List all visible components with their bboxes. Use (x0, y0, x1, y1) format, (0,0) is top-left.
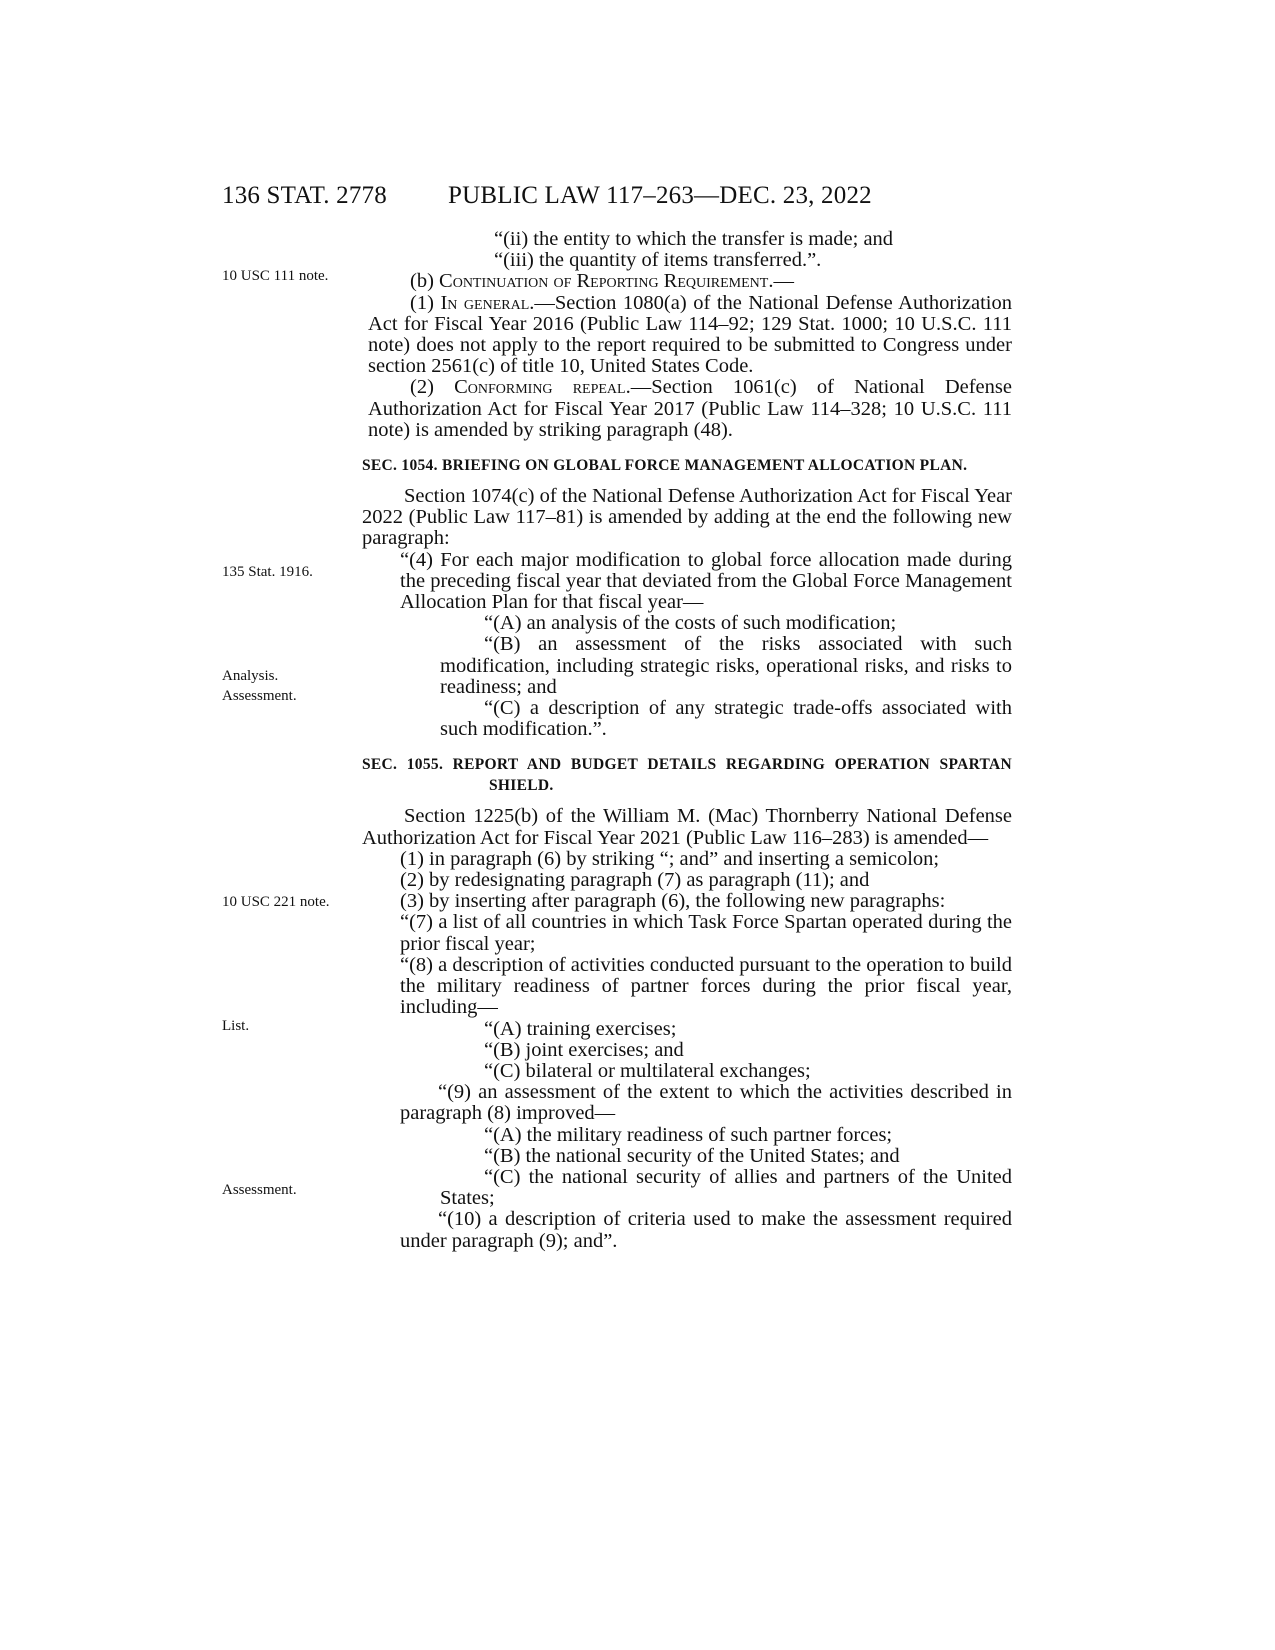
margin-note-assessment-2: Assessment. (222, 1182, 297, 1198)
section-1055-item-3: (3) by inserting after paragraph (6), the following new paragraphs: (400, 890, 946, 913)
clause-ii: “(ii) the entity to which the transfer is made; and (494, 228, 894, 250)
stat-page-number: 136 STAT. 2778 (222, 182, 387, 209)
paragraph-1: (1) In general.—Section 1080(a) of the National Defense Authorization Act for Fiscal Year 2016 (Public Law 114–92; 129 Stat. 1000; 10 U.S.C. 111 note) does not apply to the report required to be submitted to Congress under section 2561(c) of title 10, United States Code. (368, 291, 1012, 378)
margin-note-list: List. (222, 1018, 250, 1034)
quoted-para-9-B: “(B) the national security of the United States; and (484, 1144, 900, 1167)
section-1054-heading: SEC. 1054. BRIEFING ON GLOBAL FORCE MANAGEMENT ALLOCATION PLAN. (362, 457, 968, 475)
running-header-title: PUBLIC LAW 117–263—DEC. 23, 2022 (448, 182, 872, 209)
quoted-para-9: “(9) an assessment of the extent to which the activities described in paragraph (8) improved— (400, 1081, 1012, 1125)
section-1055-intro: Section 1225(b) of the William M. (Mac) Thornberry National Defense Authorization Act for Fiscal Year 2021 (Public Law 116–283) is amended— (362, 805, 1012, 849)
quoted-para-7: “(7) a list of all countries in which Task Force Spartan operated during the prior fiscal year; (400, 911, 1012, 955)
quoted-para-9-C: “(C) the national security of allies and partners of the United States; (440, 1165, 1012, 1210)
subsection-b-heading: (b) Continuation of Reporting Requirement.— (410, 270, 794, 293)
section-1055-heading: SEC. 1055. REPORT AND BUDGET DETAILS REGARDING OPERATION SPARTAN SHIELD. (362, 756, 1012, 795)
margin-note-usc-221: 10 USC 221 note. (222, 894, 330, 910)
section-1054-para-A: “(A) an analysis of the costs of such modification; (484, 612, 897, 635)
section-1054-para-B: “(B) an assessment of the risks associated with such modification, including strategic risks, operational risks, and risks to readiness; and (440, 633, 1012, 698)
section-1054-intro: Section 1074(c) of the National Defense Authorization Act for Fiscal Year 2022 (Public Law 117–81) is amended by adding at the end the following new paragraph: (362, 485, 1012, 550)
quoted-para-8-C: “(C) bilateral or multilateral exchanges; (484, 1059, 811, 1082)
quoted-para-10: “(10) a description of criteria used to make the assessment required under paragraph (9); and”. (400, 1208, 1012, 1252)
section-1054-para-C: “(C) a description of any strategic trade-offs associated with such modification.”. (440, 697, 1012, 741)
quoted-para-8: “(8) a description of activities conducted pursuant to the operation to build the military readiness of partner forces during the prior fiscal year, including— (400, 953, 1012, 1019)
margin-note-assessment-1: Assessment. (222, 688, 297, 704)
section-1055-item-2: (2) by redesignating paragraph (7) as paragraph (11); and (400, 869, 870, 892)
margin-note-usc-111: 10 USC 111 note. (222, 268, 329, 284)
section-1055-item-1: (1) in paragraph (6) by striking “; and” and inserting a semicolon; (400, 847, 940, 870)
margin-note-analysis: Analysis. (222, 668, 279, 684)
margin-note-stat-1916: 135 Stat. 1916. (222, 564, 313, 580)
section-1054-para-4: “(4) For each major modification to global force allocation made during the preceding fiscal year that deviated from the Global Force Management Allocation Plan for that fiscal year— (400, 548, 1012, 614)
statute-body (362, 228, 1012, 1252)
quoted-para-9-A: “(A) the military readiness of such partner forces; (484, 1123, 893, 1146)
clause-iii: “(iii) the quantity of items transferred.”. (494, 249, 822, 272)
quoted-para-8-A: “(A) training exercises; (484, 1017, 677, 1040)
quoted-para-8-B: “(B) joint exercises; and (484, 1038, 684, 1061)
paragraph-2: (2) Conforming repeal.—Section 1061(c) of National Defense Authorization Act for Fiscal Year 2017 (Public Law 114–328; 10 U.S.C. 111 note) is amended by striking paragraph (48). (368, 376, 1012, 441)
